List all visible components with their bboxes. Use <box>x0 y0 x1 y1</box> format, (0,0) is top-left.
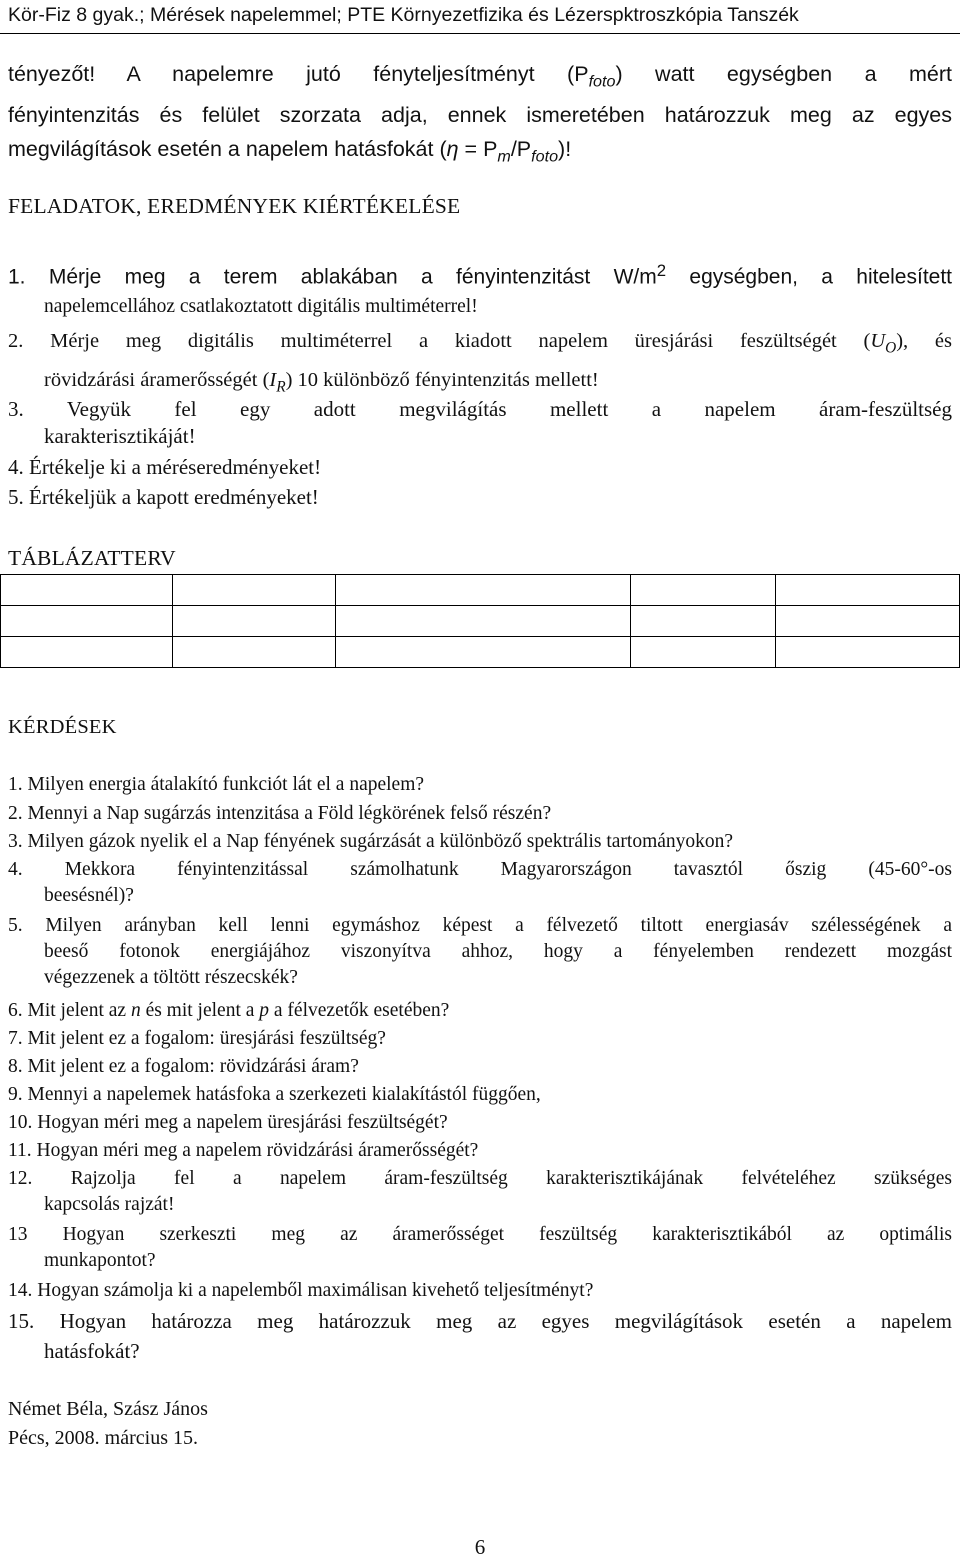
intro-line-3: megvilágítások esetén a napelem hatásfokát $(\eta = P_m/P_{foto})$! <box>8 136 572 166</box>
task-5: 5. Értékeljük a kapott eredményeket! <box>8 485 319 509</box>
question-4: 4. Mekkora fényintenzitással számolhatunk Magyarországon tavasztól őszig (45-60°-os beesésnél)? <box>8 859 952 906</box>
question-11: 11. Hogyan méri meg a napelem rövidzárási áramerősségét? <box>8 1140 479 1161</box>
table-cell <box>335 575 630 606</box>
task-2: 2. Mérje meg digitális multiméterrel a kiadott napelem üresjárási feszültségét $(U_O)$, és rövidzárási áramerősségét $(I_R)$ 10 különböző fényintenzitás mellett! <box>8 330 952 396</box>
table-cell <box>1 575 173 606</box>
task-4: 4. Értékelje ki a méréseredményeket! <box>8 455 322 479</box>
table-cell <box>631 606 776 637</box>
question-13: 13 Hogyan szerkeszti meg az áramerősséget feszültség karakterisztikából az optimális munkapontot? <box>8 1224 952 1271</box>
table-cell <box>776 637 960 668</box>
authors: Német Béla, Szász János <box>8 1398 208 1420</box>
table-cell <box>172 575 335 606</box>
page-number: 6 <box>474 1535 486 1559</box>
intro-line-1: tényezőt! A napelemre jutó fényteljesítményt $(P_{foto})$ watt egységben a mért <box>8 62 952 91</box>
table-cell <box>776 606 960 637</box>
question-12: 12. Rajzolja fel a napelem áram-feszültség karakterisztikájának felvételéhez szükséges kapcsolás rajzát! <box>8 1168 952 1215</box>
table-cell <box>1 637 173 668</box>
intro-paragraph <box>8 58 952 174</box>
table-cell <box>335 637 630 668</box>
task-3: 3. Vegyük fel egy adott megvilágítás mellett a napelem áram-feszültség karakterisztikáját! <box>8 397 952 448</box>
question-1: 1. Milyen energia átalakító funkciót lát el a napelem? <box>8 774 425 795</box>
table-cell <box>172 637 335 668</box>
page-header <box>0 0 960 34</box>
questions-heading: KÉRDÉSEK <box>8 716 117 738</box>
question-6: 6. Mit jelent az n és mit jelent a p a félvezetők esetében? <box>8 1000 450 1021</box>
question-7: 7. Mit jelent ez a fogalom: üresjárási feszültség? <box>8 1028 386 1049</box>
question-14: 14. Hogyan számolja ki a napelemből maximálisan kivehető teljesítményt? <box>8 1280 594 1301</box>
question-15: 15. Hogyan határozza meg határozzuk meg az egyes megvilágítások esetén a napelem hatásfokát? <box>8 1309 952 1363</box>
question-8: 8. Mit jelent ez a fogalom: rövidzárási áram? <box>8 1056 359 1077</box>
table-cell <box>172 606 335 637</box>
table-cell <box>335 606 630 637</box>
table-cell <box>631 575 776 606</box>
place-date: Pécs, 2008. március 15. <box>8 1427 198 1449</box>
question-2: 2. Mennyi a Nap sugárzás intenzitása a Föld légkörének felső részén? <box>8 803 552 824</box>
header-title: Kör-Fiz 8 gyak.; Mérések napelemmel; PTE Környezetfizika és Lézerspktroszkópia Tanszék <box>8 4 799 26</box>
question-3: 3. Milyen gázok nyelik el a Nap fényének sugárzását a különböző spektrális tartományokon? <box>8 831 734 852</box>
task-1: 1. Mérje meg a terem ablakában a fényintenzitást $W/m^2$ egységben, a hitelesített napelemcellához csatlakoztatott digitális multiméterrel! <box>8 261 953 317</box>
table-cell <box>1 606 173 637</box>
table-cell <box>631 637 776 668</box>
question-9: 9. Mennyi a napelemek hatásfoka a szerkezeti kialakítástól függően, <box>8 1084 541 1105</box>
table-row <box>1 606 960 637</box>
tasks-heading: FELADATOK, EREDMÉNYEK KIÉRTÉKELÉSE <box>8 194 461 218</box>
table-plan-grid <box>0 574 960 668</box>
table-plan-heading: TÁBLÁZATTERV <box>8 546 176 570</box>
question-10: 10. Hogyan méri meg a napelem üresjárási feszültségét? <box>8 1112 448 1133</box>
table-row <box>1 637 960 668</box>
intro-line-2: fényintenzitás és felület szorzata adja, ennek ismeretében határozzuk meg az egyes <box>8 103 952 128</box>
table-cell <box>776 575 960 606</box>
table-row <box>1 575 960 606</box>
question-5: 5. Milyen arányban kell lenni egymáshoz képest a félvezető tiltott energiasáv szélességének a beeső fotonok energiájához viszonyítva ahhoz, hogy a fényelemben rendezett mozgást végezzenek a töltött részecskék? <box>8 915 952 988</box>
